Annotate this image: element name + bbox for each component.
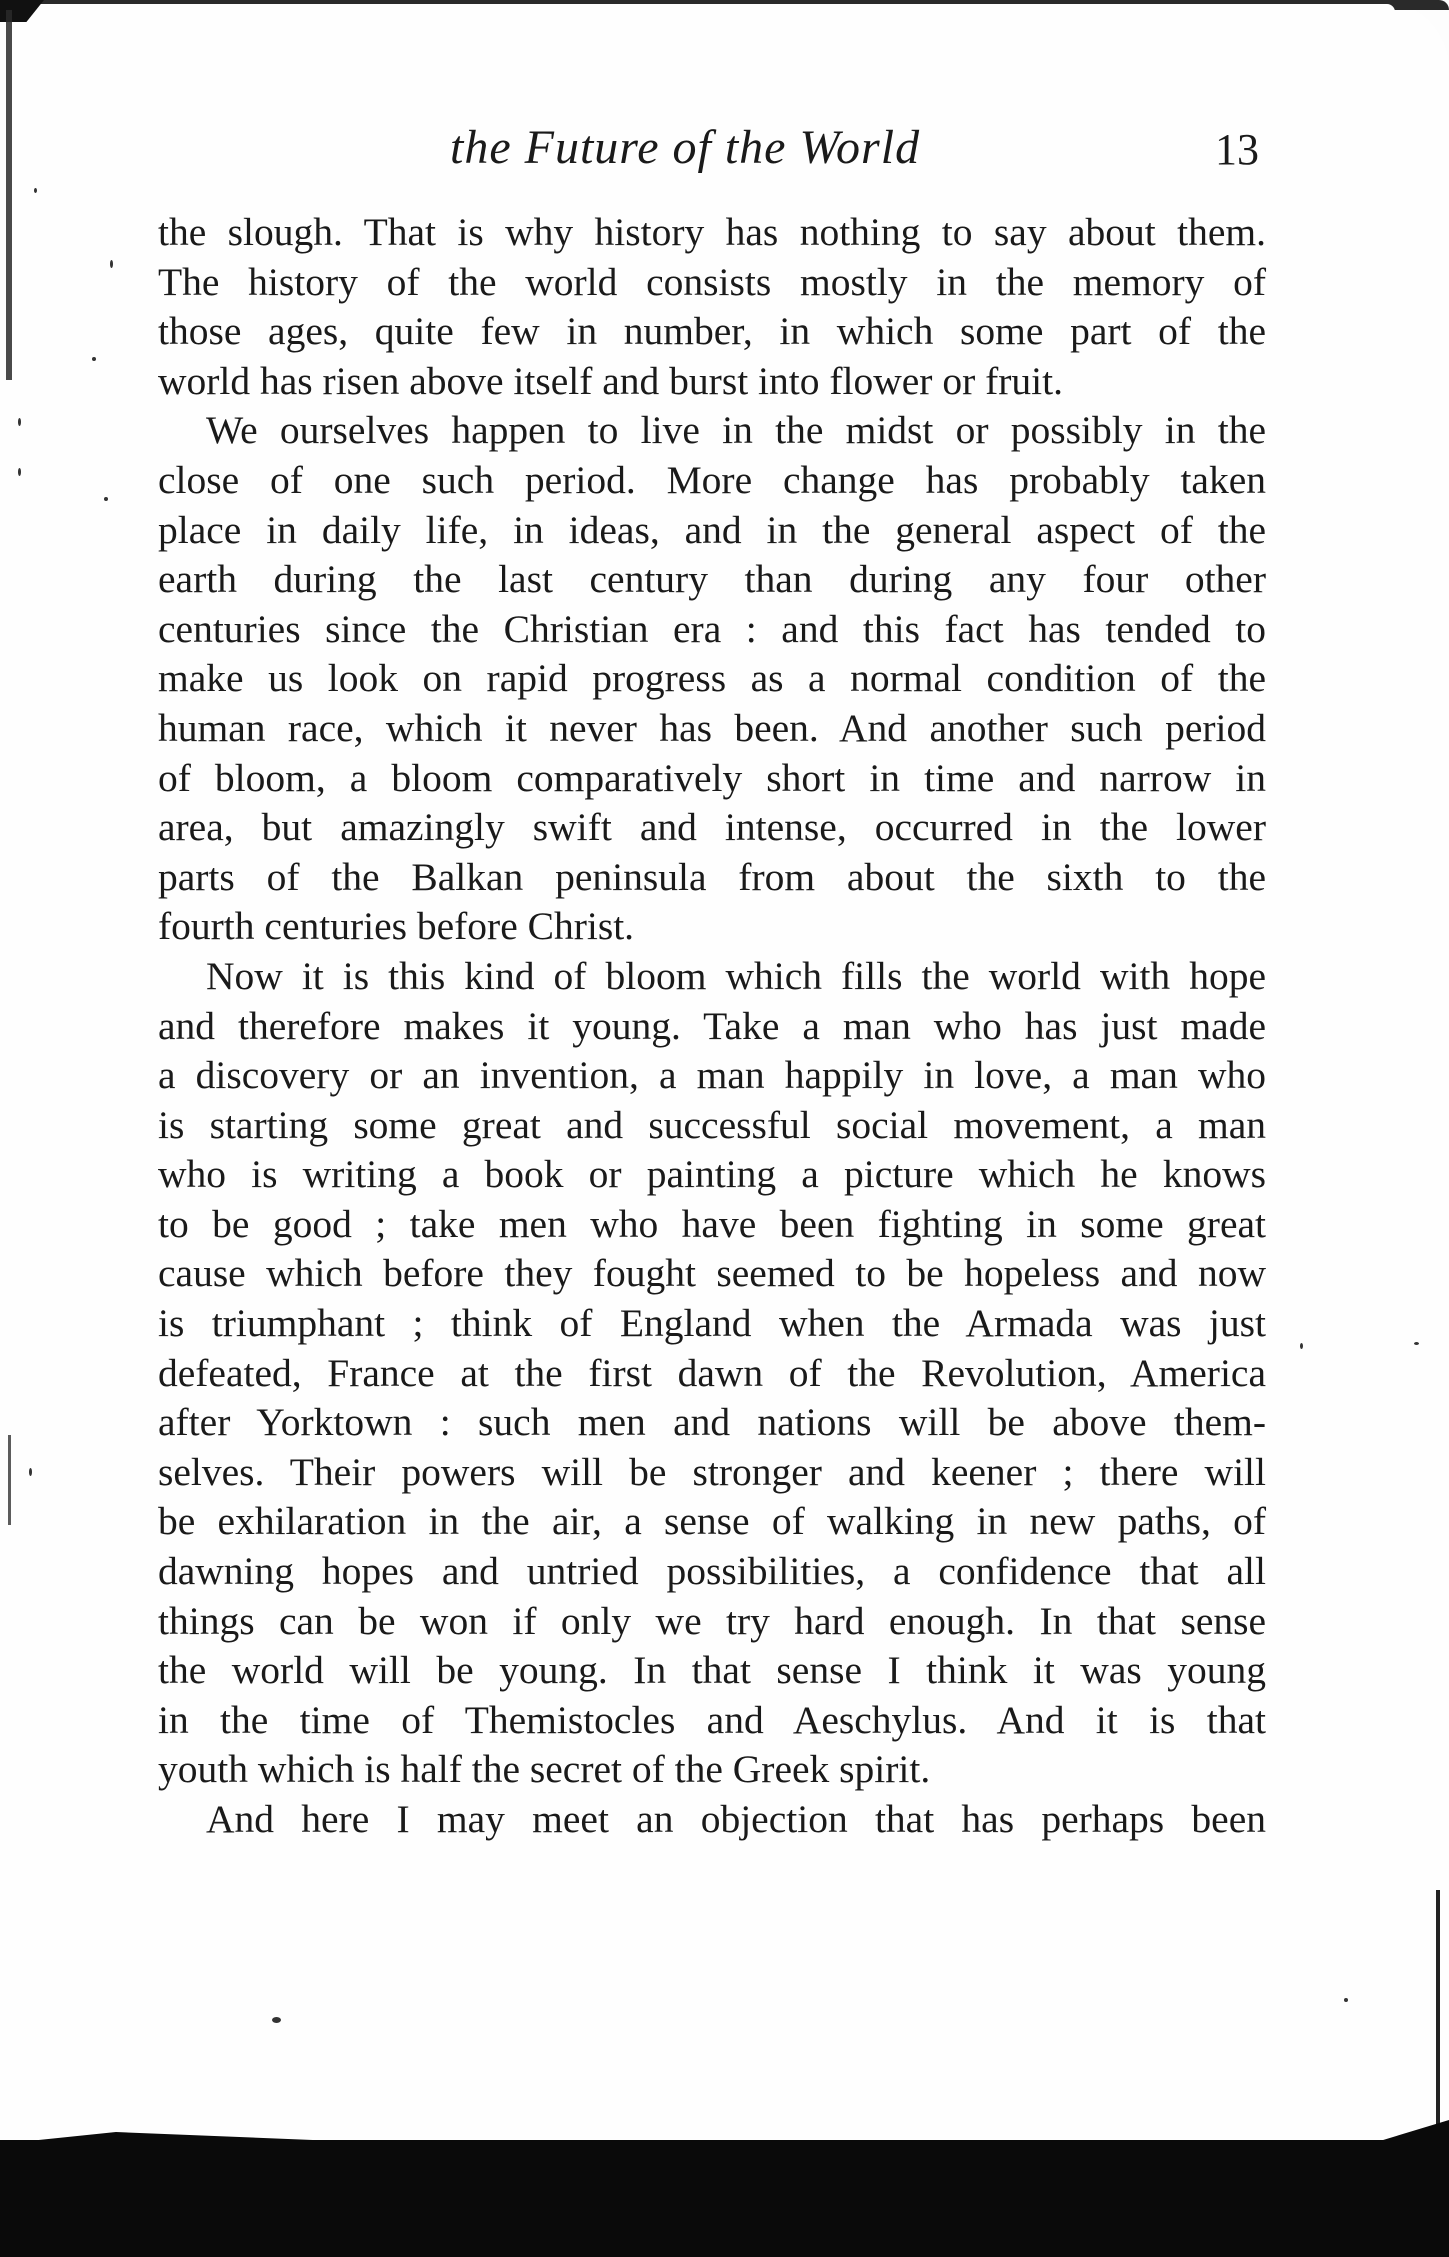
body-text — [158, 208, 1266, 1845]
text-line: who is writing a book or painting a picture which he knows — [158, 1152, 1266, 1197]
paragraph — [158, 208, 1266, 406]
text-line: parts of the Balkan peninsula from about the sixth to the — [158, 854, 1266, 899]
text-line: centuries since the Christian era : and this fact has tended to — [158, 606, 1266, 651]
text-line: is starting some great and successful social movement, a man — [158, 1102, 1266, 1147]
scan-speck — [1300, 1343, 1303, 1349]
scan-speck — [34, 188, 37, 193]
text-line: in the time of Themistocles and Aeschylus. And it is that — [158, 1697, 1266, 1742]
text-line: area, but amazingly swift and intense, occurred in the lower — [158, 805, 1266, 850]
text-line: the world will be young. In that sense I think it was young — [158, 1648, 1266, 1693]
scan-speck — [110, 260, 113, 268]
text-line: after Yorktown : such men and nations will be above them- — [158, 1400, 1266, 1445]
text-line: place in daily life, in ideas, and in the general aspect of the — [158, 507, 1266, 552]
text-line: fourth centuries before Christ. — [158, 904, 635, 949]
scan-speck — [29, 1468, 32, 1476]
text-line: We ourselves happen to live in the midst or possibly in the — [206, 408, 1266, 453]
scan-speck — [104, 497, 108, 501]
scan-bottom-bar — [0, 2140, 1449, 2257]
page-left-edge-lower — [8, 1435, 11, 1525]
text-line: world has risen above itself and burst into flower or fruit. — [158, 358, 1063, 403]
text-line: selves. Their powers will be stronger and keener ; there will — [158, 1449, 1266, 1494]
text-line: The history of the world consists mostly in the memory of — [158, 259, 1266, 304]
text-line: is triumphant ; think of England when the Armada was just — [158, 1301, 1266, 1346]
text-line: be exhilaration in the air, a sense of walking in new paths, of — [158, 1499, 1266, 1544]
text-line: cause which before they fought seemed to be hopeless and now — [158, 1251, 1266, 1296]
text-line: close of one such period. More change has probably taken — [158, 457, 1266, 502]
scan-speck — [18, 418, 21, 426]
text-line: the slough. That is why history has nothing to say about them. — [158, 210, 1266, 254]
page-left-edge — [6, 10, 12, 380]
text-line: earth during the last century than during any four other — [158, 557, 1266, 602]
scan-speck — [1414, 1342, 1419, 1345]
text-line: a discovery or an invention, a man happily in love, a man who — [158, 1053, 1266, 1098]
text-line: defeated, France at the first dawn of the Revolution, America — [158, 1350, 1266, 1395]
text-line: of bloom, a bloom comparatively short in time and narrow in — [158, 755, 1266, 800]
text-line: make us look on rapid progress as a normal condition of the — [158, 656, 1266, 701]
text-line: human race, which it never has been. And another such period — [158, 705, 1266, 750]
text-line: those ages, quite few in number, in which some part of the — [158, 309, 1266, 354]
scan-speck — [1344, 1998, 1348, 2002]
text-line: dawning hopes and untried possibilities, a confidence that all — [158, 1549, 1266, 1594]
running-head: the Future of the World — [450, 121, 921, 174]
scan-speck — [92, 357, 96, 361]
page-right-edge — [1436, 1890, 1440, 2140]
text-line: to be good ; take men who have been fighting in some great — [158, 1201, 1266, 1246]
paragraph — [158, 1795, 1266, 1845]
paragraph — [158, 406, 1266, 952]
text-line: things can be won if only we try hard enough. In that sense — [158, 1598, 1266, 1643]
page-number: 13 — [1215, 125, 1259, 174]
page-top-inner — [0, 4, 1395, 12]
paragraph — [158, 952, 1266, 1795]
text-line: And here I may meet an objection that has perhaps been — [206, 1797, 1266, 1841]
text-line: and therefore makes it young. Take a man who has just made — [158, 1003, 1266, 1048]
text-line: Now it is this kind of bloom which fills the world with hope — [206, 953, 1266, 998]
text-line: youth which is half the secret of the Greek spirit. — [158, 1747, 931, 1792]
scan-speck — [272, 2017, 281, 2023]
scan-speck — [18, 468, 21, 476]
